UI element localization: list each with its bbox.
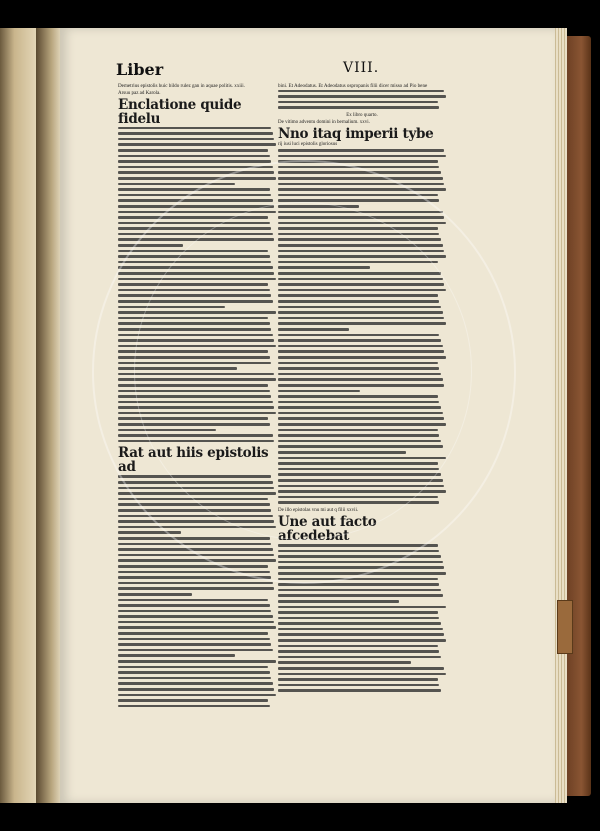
text-line xyxy=(118,434,273,437)
text-line xyxy=(278,406,441,409)
text-line xyxy=(118,334,273,337)
right-text-block-2 xyxy=(278,544,446,695)
text-line xyxy=(278,250,444,253)
text-line xyxy=(278,622,441,625)
text-line xyxy=(278,645,438,648)
text-line xyxy=(278,639,446,642)
text-line xyxy=(118,401,273,404)
text-line xyxy=(278,479,443,482)
text-line xyxy=(118,576,271,579)
text-line xyxy=(278,566,444,569)
text-line xyxy=(118,509,271,512)
text-line xyxy=(118,587,274,590)
text-line xyxy=(118,339,274,342)
text-line xyxy=(118,654,235,657)
text-line xyxy=(118,666,268,669)
text-line xyxy=(278,417,444,420)
folio-number: VIII. xyxy=(343,60,380,76)
text-line xyxy=(118,649,273,652)
text-line xyxy=(118,227,271,230)
text-line xyxy=(278,561,443,564)
right-text-block-0 xyxy=(278,90,446,112)
text-line xyxy=(118,149,268,152)
text-line xyxy=(278,272,441,275)
text-line xyxy=(278,429,438,432)
text-line xyxy=(118,412,276,415)
text-line xyxy=(278,149,444,152)
left-top-note-2: Arsuu paz ad Karola. xyxy=(118,90,161,96)
text-line xyxy=(278,205,359,208)
text-line xyxy=(118,250,268,253)
text-line xyxy=(118,610,271,613)
text-line xyxy=(118,166,273,169)
right-text-column xyxy=(278,84,446,695)
text-line xyxy=(118,406,274,409)
text-line xyxy=(278,171,441,174)
text-line xyxy=(118,199,273,202)
text-line xyxy=(278,678,438,681)
text-line xyxy=(118,526,276,529)
text-line xyxy=(118,278,276,281)
text-line xyxy=(278,194,438,197)
text-line xyxy=(278,166,439,169)
left-page-edge xyxy=(0,28,36,803)
text-line xyxy=(118,171,274,174)
text-line xyxy=(278,106,439,109)
text-line xyxy=(118,255,270,258)
text-line xyxy=(118,543,271,546)
text-line xyxy=(278,412,443,415)
text-line xyxy=(278,501,439,504)
right-rubric-3-ref: xxvii. xyxy=(346,507,359,513)
text-line xyxy=(278,350,444,353)
text-line xyxy=(118,345,276,348)
text-line xyxy=(118,300,273,303)
text-line xyxy=(278,384,444,387)
text-line xyxy=(278,667,444,670)
text-line xyxy=(118,194,271,197)
text-line xyxy=(118,294,271,297)
text-line xyxy=(118,626,276,629)
right-heading-1-subline: rij iusi luci epistolis gloriosus xyxy=(278,141,338,147)
text-line xyxy=(118,216,268,219)
text-line xyxy=(278,462,438,465)
text-line xyxy=(278,278,443,281)
left-text-block-1 xyxy=(118,127,276,446)
text-line xyxy=(278,401,439,404)
text-line xyxy=(278,101,438,104)
text-line xyxy=(118,487,274,490)
right-rubric-3-text: De illo epistolas vnu mi aut q filii xyxy=(278,507,346,513)
text-line xyxy=(278,306,441,309)
text-line xyxy=(278,244,443,247)
text-line xyxy=(278,160,438,163)
text-line xyxy=(278,283,444,286)
text-line xyxy=(278,572,446,575)
right-heading-2: Une aut facto afcedebat xyxy=(278,513,377,544)
text-line xyxy=(278,328,349,331)
right-rubric-1: Ex libro quarto. xyxy=(346,112,378,118)
text-line xyxy=(278,367,439,370)
text-line xyxy=(118,328,271,331)
text-line xyxy=(118,638,270,641)
text-line xyxy=(278,238,441,241)
text-line xyxy=(118,244,183,247)
text-line xyxy=(278,300,439,303)
text-line xyxy=(118,188,270,191)
text-line xyxy=(118,492,276,495)
text-line xyxy=(278,266,370,269)
text-line xyxy=(118,155,270,158)
text-line xyxy=(278,233,439,236)
text-line xyxy=(278,544,438,547)
text-line xyxy=(118,582,273,585)
text-line xyxy=(118,373,274,376)
text-line xyxy=(118,694,276,697)
text-line xyxy=(118,395,271,398)
text-line xyxy=(118,362,271,365)
right-heading-1: Nno itaq imperii tybe xyxy=(278,125,434,142)
text-line xyxy=(118,378,276,381)
text-line xyxy=(118,311,276,314)
text-line xyxy=(278,362,438,365)
text-line xyxy=(278,578,438,581)
text-line xyxy=(118,677,271,680)
text-line xyxy=(278,345,443,348)
text-line xyxy=(118,261,271,264)
text-line xyxy=(118,554,274,557)
text-line xyxy=(118,699,268,702)
text-line xyxy=(278,600,399,603)
text-line xyxy=(118,127,271,130)
text-line xyxy=(118,222,270,225)
left-top-note-ref: xxiii. xyxy=(234,83,245,89)
text-line xyxy=(118,205,274,208)
text-line xyxy=(118,211,276,214)
text-line xyxy=(118,475,271,478)
text-line xyxy=(278,183,444,186)
text-line xyxy=(278,473,441,476)
text-line xyxy=(118,390,270,393)
text-line xyxy=(278,673,446,676)
text-line xyxy=(278,589,441,592)
text-line xyxy=(118,621,274,624)
text-line xyxy=(278,650,439,653)
text-line xyxy=(278,656,441,659)
text-line xyxy=(278,423,446,426)
right-rubric-2-ref: xxvi. xyxy=(359,119,370,125)
text-line xyxy=(118,660,276,663)
text-line xyxy=(278,255,446,258)
text-line xyxy=(278,606,446,609)
text-line xyxy=(118,632,268,635)
text-line xyxy=(118,520,274,523)
text-line xyxy=(118,177,276,180)
text-line xyxy=(278,289,446,292)
text-line xyxy=(278,261,438,264)
text-line xyxy=(278,628,443,631)
book-cover xyxy=(567,36,591,796)
text-line xyxy=(118,671,270,674)
text-line xyxy=(118,559,276,562)
text-line xyxy=(278,550,439,553)
text-line xyxy=(118,429,216,432)
text-line xyxy=(118,571,270,574)
left-top-note xyxy=(118,84,276,90)
right-rubric-2-text: De vitimo adventu domini in bernalium. xyxy=(278,119,359,125)
text-line xyxy=(118,599,268,602)
text-line xyxy=(118,238,274,241)
left-text-block-2 xyxy=(118,475,276,710)
text-line xyxy=(118,160,271,163)
text-line xyxy=(118,367,237,370)
text-line xyxy=(118,481,273,484)
text-line xyxy=(278,451,406,454)
text-line xyxy=(118,417,268,420)
text-line xyxy=(278,334,439,337)
text-line xyxy=(118,688,274,691)
text-line xyxy=(118,440,274,443)
text-line xyxy=(118,705,270,708)
spine-shadow xyxy=(36,28,62,803)
text-line xyxy=(118,537,270,540)
text-line xyxy=(278,434,439,437)
text-line xyxy=(118,317,268,320)
text-line xyxy=(278,177,443,180)
bookmark-tab xyxy=(557,600,573,654)
text-line xyxy=(278,617,439,620)
text-line xyxy=(278,294,438,297)
text-line xyxy=(118,498,268,501)
text-line xyxy=(278,468,439,471)
text-line xyxy=(118,531,181,534)
text-line xyxy=(278,211,443,214)
text-line xyxy=(278,440,441,443)
text-line xyxy=(118,604,270,607)
text-line xyxy=(118,289,270,292)
text-line xyxy=(278,222,446,225)
text-line xyxy=(278,485,444,488)
text-line xyxy=(118,272,274,275)
text-line xyxy=(278,496,438,499)
text-line xyxy=(118,384,268,387)
text-line xyxy=(118,350,268,353)
text-line xyxy=(278,661,411,664)
right-top-text: bini. Et Adeodatus. Et Adeodatus ospropanis filii dicer misso ad Pio bene xyxy=(278,83,428,89)
text-line xyxy=(118,138,274,141)
text-line xyxy=(118,643,271,646)
left-heading-1: Enclatione quide fidelu xyxy=(118,96,242,127)
text-line xyxy=(118,503,270,506)
text-line xyxy=(278,390,360,393)
left-heading-2: Rat aut hiis epistolis ad xyxy=(118,445,269,476)
text-line xyxy=(278,490,446,493)
text-line xyxy=(118,183,235,186)
text-line xyxy=(278,373,441,376)
text-line xyxy=(278,199,439,202)
right-text-block-1 xyxy=(278,149,446,507)
text-line xyxy=(118,515,273,518)
text-line xyxy=(278,90,444,93)
page-fore-edge xyxy=(555,28,567,803)
text-line xyxy=(278,684,439,687)
running-title: Liber xyxy=(116,60,164,79)
text-line xyxy=(278,457,446,460)
text-line xyxy=(118,548,273,551)
text-line xyxy=(278,339,441,342)
text-line xyxy=(118,615,273,618)
text-line xyxy=(278,594,443,597)
text-line xyxy=(278,633,444,636)
text-line xyxy=(118,233,273,236)
text-line xyxy=(278,356,446,359)
text-line xyxy=(278,216,444,219)
text-line xyxy=(278,445,443,448)
text-line xyxy=(278,395,438,398)
text-line xyxy=(118,423,270,426)
text-line xyxy=(118,283,268,286)
text-line xyxy=(278,311,443,314)
text-line xyxy=(278,555,441,558)
text-line xyxy=(118,593,192,596)
text-line xyxy=(118,565,268,568)
text-line xyxy=(118,322,270,325)
text-line xyxy=(118,132,273,135)
text-line xyxy=(278,611,438,614)
text-line xyxy=(278,689,441,692)
text-line xyxy=(118,266,273,269)
text-line xyxy=(278,95,446,98)
text-line xyxy=(278,317,444,320)
left-top-note-text: Demetrius epistolis huic bildo rulez gan in aquae politis. xyxy=(118,83,234,89)
text-line xyxy=(118,682,273,685)
text-line xyxy=(118,143,276,146)
text-line xyxy=(118,306,225,309)
text-line xyxy=(278,155,446,158)
text-line xyxy=(278,378,443,381)
left-text-column xyxy=(118,84,276,710)
text-line xyxy=(278,188,446,191)
text-line xyxy=(118,356,270,359)
text-line xyxy=(278,227,438,230)
text-line xyxy=(278,322,446,325)
text-line xyxy=(278,583,439,586)
